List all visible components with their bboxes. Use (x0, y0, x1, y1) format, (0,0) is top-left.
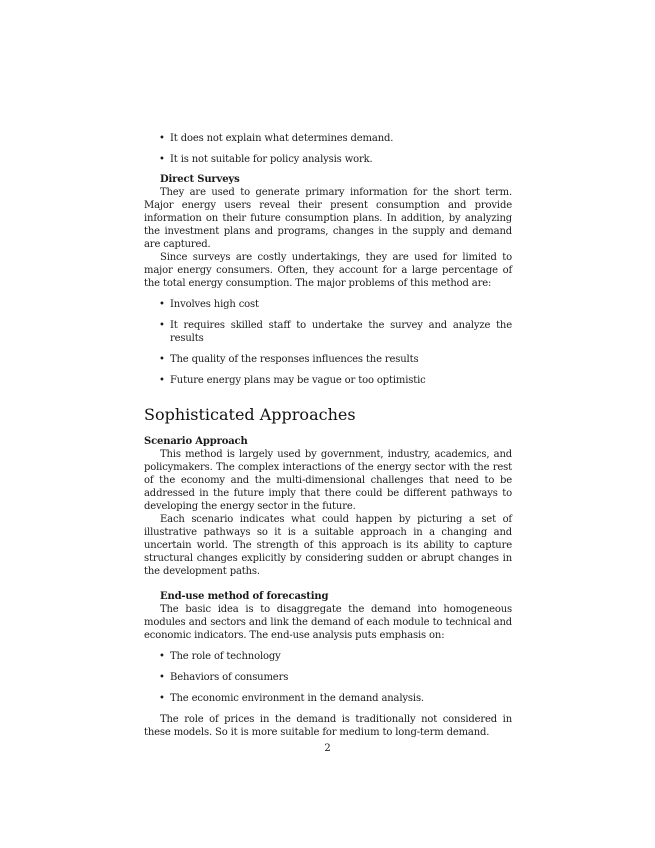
list-item: • Involves high cost (144, 298, 512, 311)
list-item: • The economic environment in the demand analysis. (144, 692, 512, 705)
list-item: • Future energy plans may be vague or too optimistic (144, 374, 512, 387)
direct-surveys-section (144, 173, 512, 186)
list-item: • It does not explain what determines demand. (144, 132, 512, 145)
scenario-heading: Scenario Approach (144, 436, 248, 447)
list-item: • It is not suitable for policy analysis work. (144, 153, 512, 166)
end-use-paragraph-1: The basic idea is to disaggregate the demand into homogeneous modules and sectors and link the demand of each module to technical and economic indicators. The end-use analysis puts emphasis on: (144, 604, 512, 641)
direct-surveys-paragraph-2: Since surveys are costly undertakings, they are used for limited to major energy consumers. Often, they account for a large percentage of the total energy consumption. The major problems of this method are: (144, 252, 512, 289)
direct-surveys-heading: Direct Surveys (160, 174, 240, 185)
scenario-paragraph-1: This method is largely used by government, industry, academics, and policymakers. The complex interactions of the energy sector with the rest of the economy and the multi-dimensional challenges that need to be addressed in the future imply that there could be different pathways to developing the energy sector in the future. (144, 449, 512, 512)
list-item: • It requires skilled staff to undertake the survey and analyze the results (144, 319, 512, 345)
list-item: • The quality of the responses influences the results (144, 353, 512, 366)
list-item: • Behaviors of consumers (144, 671, 512, 684)
end-use-paragraph-2: The role of prices in the demand is traditionally not considered in these models. So it is more suitable for medium to long-term demand. (144, 714, 512, 738)
direct-surveys-bullet-list (144, 298, 512, 387)
scenario-paragraph-2: Each scenario indicates what could happen by picturing a set of illustrative pathways so it is a suitable approach in a changing and uncertain world. The strength of this approach is its ability to capture structural changes explicitly by considering sudden or abrupt changes in the development paths. (144, 514, 512, 577)
page-number: 2 (324, 743, 331, 754)
direct-surveys-paragraph-1: They are used to generate primary information for the short term. Major energy users reveal their present consumption and provide information on their future consumption plans. In addition, by analyzing the investment plans and programs, changes in the supply and demand are captured. (144, 187, 512, 250)
end-use-bullet-list (144, 650, 512, 705)
document-body (144, 132, 512, 739)
end-use-heading: End-use method of forecasting (160, 591, 329, 602)
intro-bullet-list (144, 132, 512, 166)
list-item: • The role of technology (144, 650, 512, 663)
section-title: Sophisticated Approaches (144, 405, 356, 424)
